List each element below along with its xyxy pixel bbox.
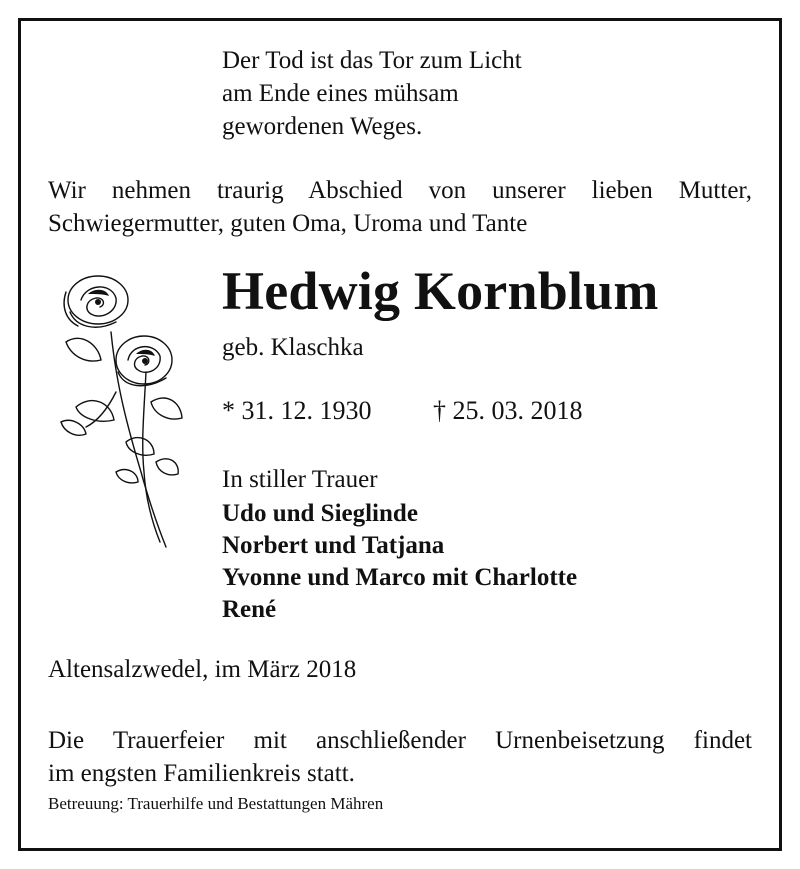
- mourners-heading: In stiller Trauer: [222, 466, 378, 493]
- mourner-name: Norbert und Tatjana: [222, 532, 445, 559]
- service-text: [48, 724, 752, 790]
- death-date: † 25. 03. 2018: [433, 396, 583, 425]
- maiden-name: geb. Klaschka: [222, 334, 364, 361]
- mourner-name: Udo und Sieglinde: [222, 500, 418, 527]
- mourner-name: René: [222, 596, 277, 623]
- service-line-1: Die Trauerfeier mit anschließender Urnenbeisetzung findet: [48, 727, 752, 754]
- motto-line-3: gewordenen Weges.: [222, 113, 423, 140]
- service-line-2: im engsten Familienkreis statt.: [48, 760, 355, 787]
- intro-text: [48, 174, 752, 240]
- intro-line-2: Schwiegermutter, guten Oma, Uroma und Tante: [48, 210, 528, 237]
- funeral-service-credit: Betreuung: Trauerhilfe und Bestattungen Mähren: [48, 794, 384, 813]
- roses-illustration: [56, 272, 186, 557]
- mourner-name: Yvonne und Marco mit Charlotte: [222, 564, 578, 591]
- motto-line-1: Der Tod ist das Tor zum Licht: [222, 47, 522, 74]
- place-date: Altensalzwedel, im März 2018: [48, 656, 357, 683]
- deceased-name: Hedwig Kornblum: [222, 261, 659, 321]
- motto: [222, 44, 522, 143]
- motto-line-2: am Ende eines mühsam: [222, 80, 459, 107]
- birth-date: * 31. 12. 1930: [222, 396, 372, 425]
- intro-line-1: Wir nehmen traurig Abschied von unserer lieben Mutter,: [48, 177, 752, 204]
